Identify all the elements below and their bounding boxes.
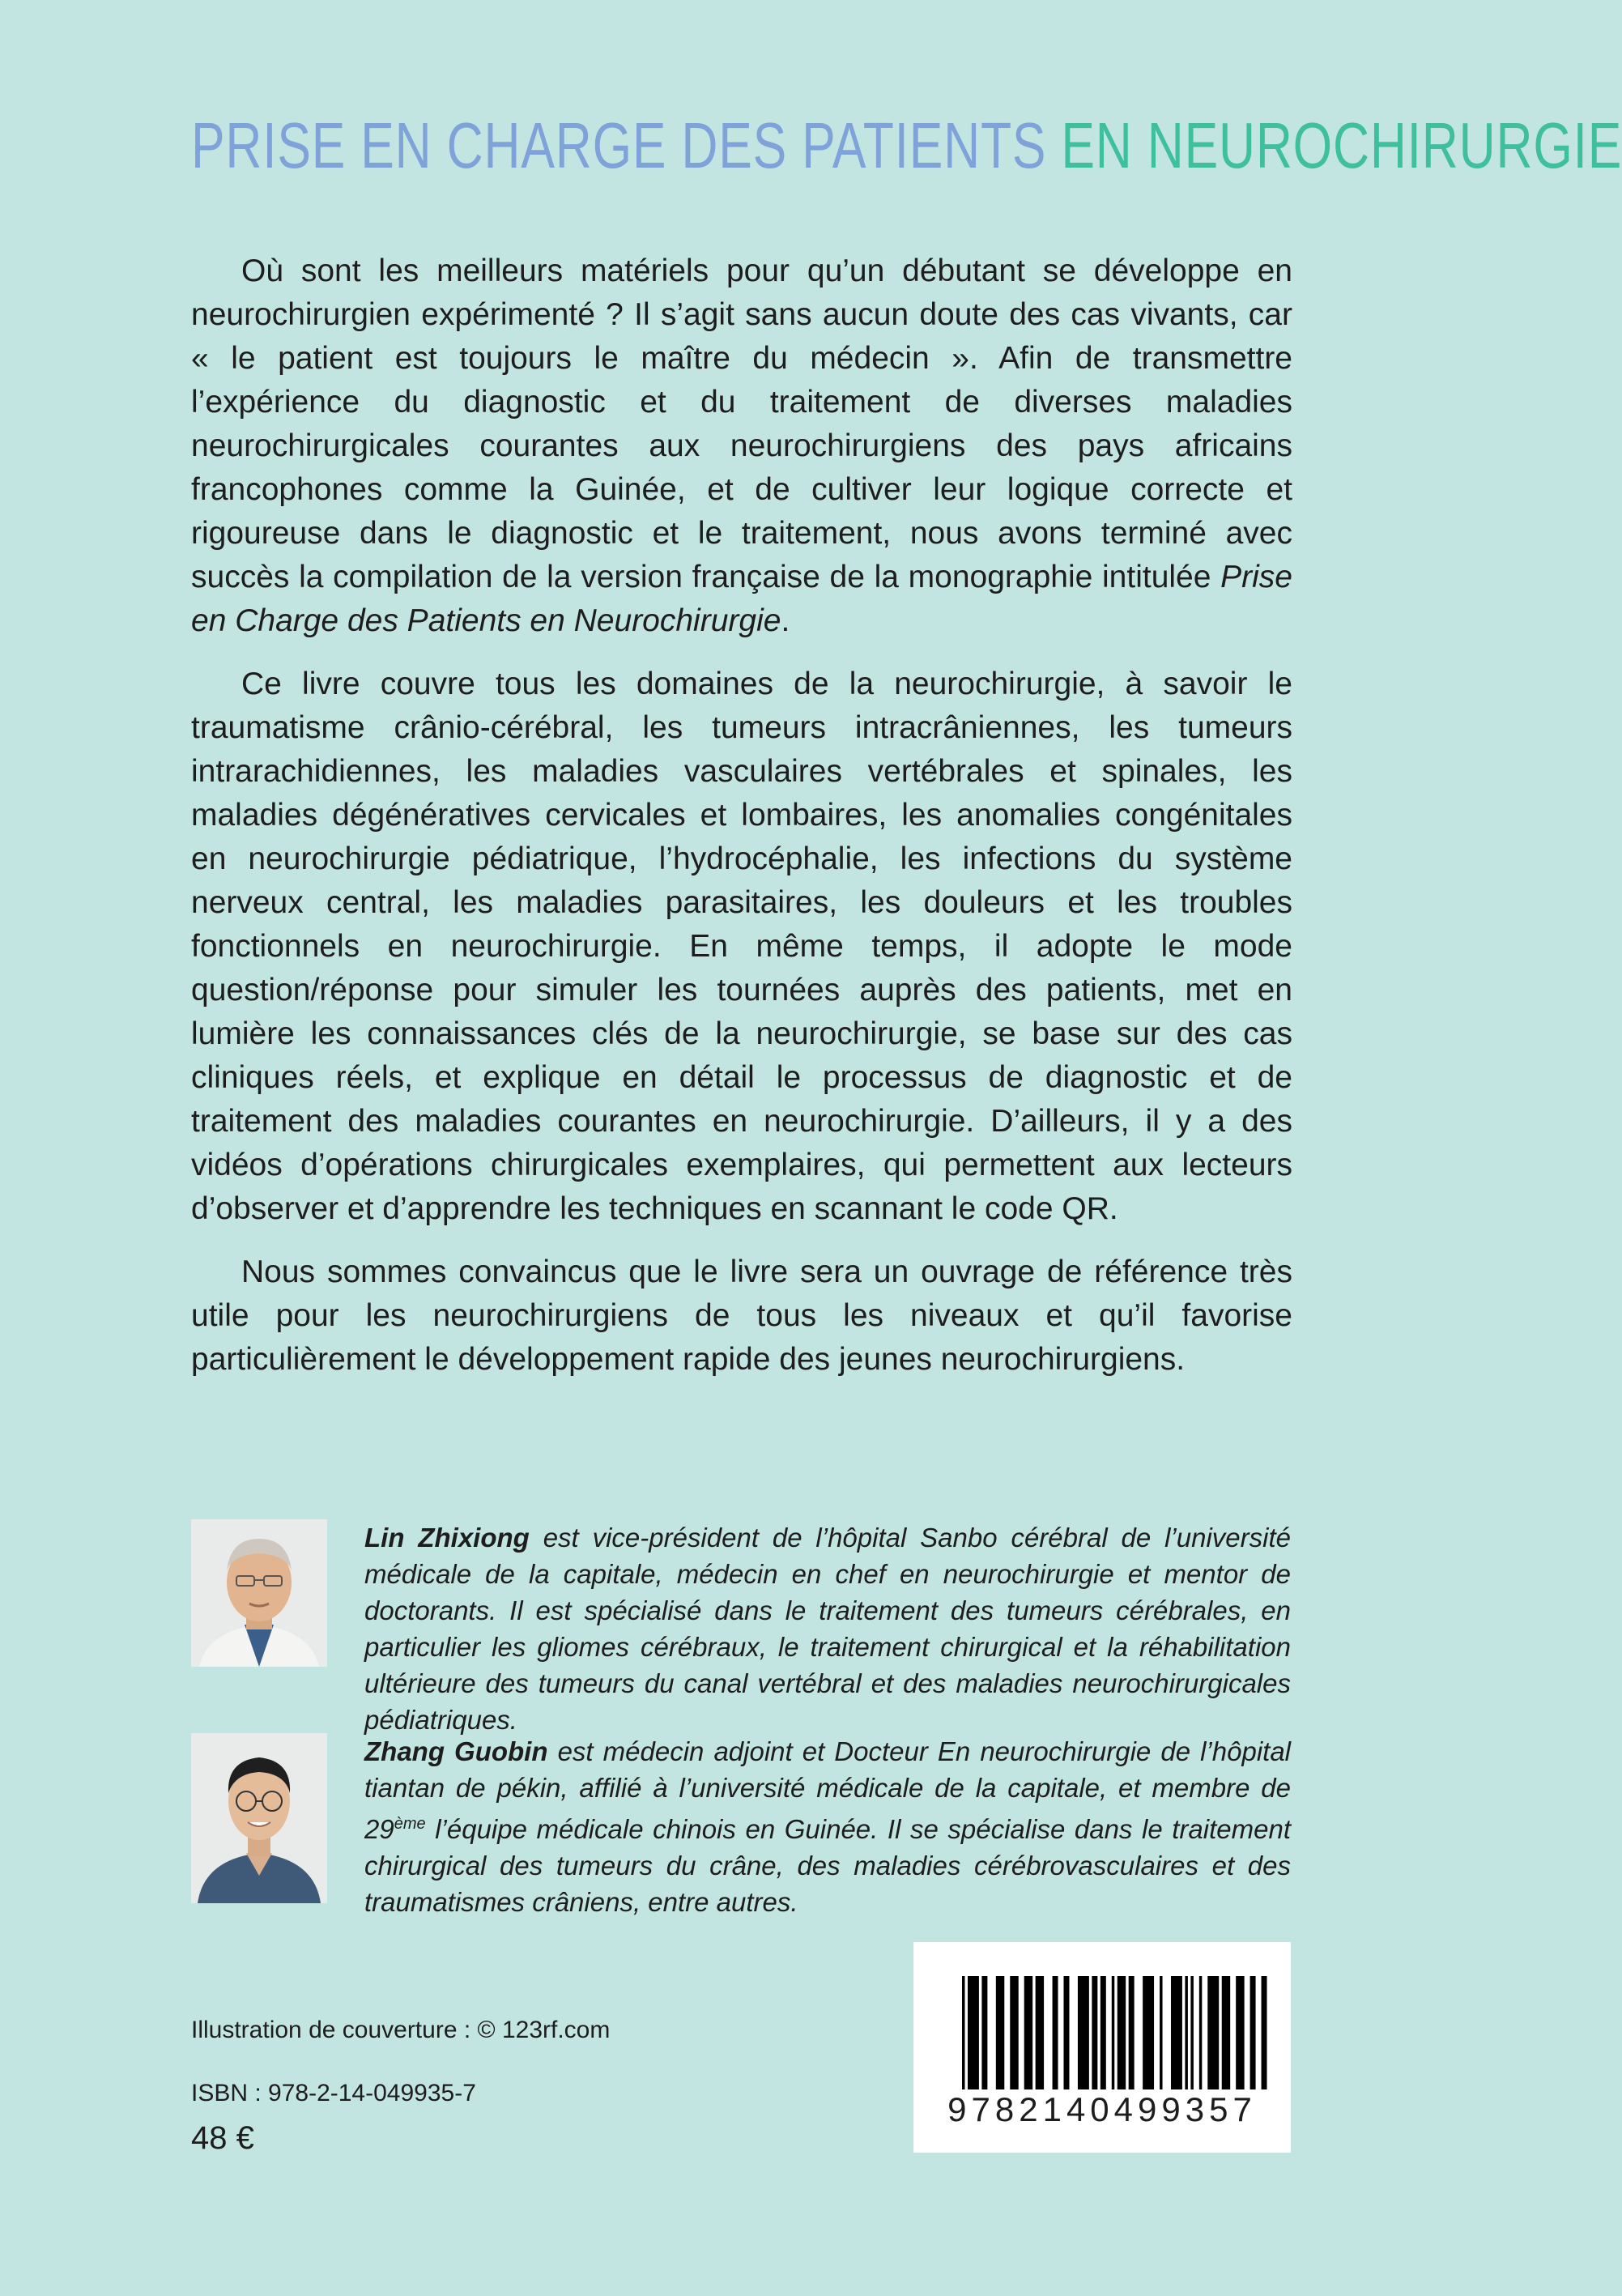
barcode-bar: [1118, 1976, 1126, 2089]
book-title-part1: PRISE EN CHARGE DES PATIENTS: [191, 109, 1047, 181]
summary-paragraph-2: Ce livre couvre tous les domaines de la neurochirurgie, à savoir le traumatisme crânio-cérébral, les tumeurs intracrâniennes, les tumeurs intrarachidiennes, les maladies vasculaires vertébrales et spinales, les maladies dégénératives cervicales et lombaires, les anomalies congénitales en neurochirurgie pédiatrique, l’hydrocéphalie, les infections du système nerveux central, les maladies parasitaires, les douleurs et les troubles fonctionnels en neurochirurgie. En même temps, il adopte le mode question/réponse pour simuler les tournées auprès des patients, met en lumière les connaissances clés de la neurochirurgie, se base sur des cas cliniques réels, et explique en détail le processus de diagnostic et de traitement des maladies courantes en neurochirurgie. D’ailleurs, il y a des vidéos d’opérations chirurgicales exemplaires, qui permettent aux lecteurs d’observer et d’apprendre les techniques en scannant le code QR.: [191, 667, 1292, 1226]
barcode-bar: [1171, 1976, 1182, 2089]
barcode: [913, 1942, 1291, 2153]
barcode-bar: [1129, 1976, 1135, 2089]
barcode-bar: [1199, 1976, 1202, 2089]
barcode-bar: [1236, 1976, 1244, 2089]
barcode-bar: [996, 1976, 1004, 2089]
book-title-part2: EN NEUROCHIRURGIE: [1061, 109, 1622, 181]
barcode-bars: [913, 1942, 1291, 2096]
barcode-number: 9782140499357: [947, 2090, 1257, 2128]
barcode-bar: [1036, 1976, 1044, 2089]
barcode-bar: [1185, 1976, 1187, 2089]
isbn: ISBN : 978-2-14-049935-7: [191, 2080, 476, 2106]
barcode-bar: [1143, 1976, 1154, 2089]
barcode-bar: [1222, 1976, 1230, 2089]
barcode-bar: [1250, 1976, 1256, 2089]
barcode-bar: [1100, 1976, 1106, 2089]
barcode-bar: [1010, 1976, 1018, 2089]
barcode-bar: [1207, 1976, 1219, 2089]
barcode-bar: [1190, 1976, 1193, 2089]
price: 48 €: [191, 2120, 254, 2156]
barcode-bar: [1024, 1976, 1032, 2089]
barcode-bar: [1092, 1976, 1097, 2089]
summary-paragraph-3: Nous sommes convaincus que le livre sera un ouvrage de référence très utile pour les neurochirurgiens de tous les niveaux et qu’il favorise particulièrement le développement rapide des jeunes neurochirurgiens.: [191, 1254, 1292, 1377]
author-bio-zhang: Zhang Guobin est médecin adjoint et Docteur En neurochirurgie de l’hôpital tiantan de pékin, affilié à l’université médicale de la capitale, et membre de 29ème l’équipe médicale chinois en Guinée. Il se spécialise dans le traitement chirurgical des tumeurs du crâne, des maladies cérébrovasculaires et des traumatismes crâniens, entre autres.: [364, 1736, 1292, 1917]
barcode-bar: [962, 1976, 964, 2089]
author-photo-lin: [191, 1519, 327, 1667]
back-cover-summary: [191, 249, 1292, 1401]
cover-illustration-credit: Illustration de couverture : © 123rf.com: [191, 2017, 611, 2043]
barcode-bar: [1112, 1976, 1114, 2089]
author-photo-zhang: [191, 1733, 327, 1881]
barcode-bar: [968, 1976, 979, 2089]
author-name-zhang: Zhang Guobin: [364, 1736, 548, 1766]
summary-paragraph-1: Où sont les meilleurs matériels pour qu’un débutant se développe en neurochirurgien expérimenté ? Il s’agit sans aucun doute des cas vivants, car « le patient est toujours le maître du médecin ». Afin de transmettre l’expérience du diagnostic et du traitement de diverses maladies neurochirurgicales courantes aux neurochirurgiens des pays africains francophones comme la Guinée, et de cultiver leur logique correcte et rigoureuse dans le diagnostic et le traitement, nous avons terminé avec succès la compilation de la version française de la monographie intitulée Prise en Charge des Patients en Neurochirurgie.: [191, 253, 1292, 638]
barcode-bar: [1064, 1976, 1070, 2089]
book-title: [191, 105, 1622, 186]
barcode-bar: [1262, 1976, 1267, 2089]
author-bio-lin: Lin Zhixiong est vice-président de l’hôpital Sanbo cérébral de l’université médicale de la capitale, médecin en chef en neurochirurgie et mentor de doctorants. Il est spécialisé dans le traitement des tumeurs cérébrales, en particulier les gliomes cérébraux, le traitement chirurgical et la réhabilitation ultérieure des tumeurs du canal vertébral et des maladies neurochirurgicales pédiatriques.: [364, 1523, 1291, 1735]
barcode-bar: [981, 1976, 987, 2089]
book-title-italic: Prise en Charge des Patients en Neurochirurgie: [191, 560, 1292, 638]
barcode-bar: [1053, 1976, 1058, 2089]
barcode-bar: [1078, 1976, 1089, 2089]
barcode-bar: [1160, 1976, 1162, 2089]
author-name-lin: Lin Zhixiong: [364, 1523, 530, 1553]
